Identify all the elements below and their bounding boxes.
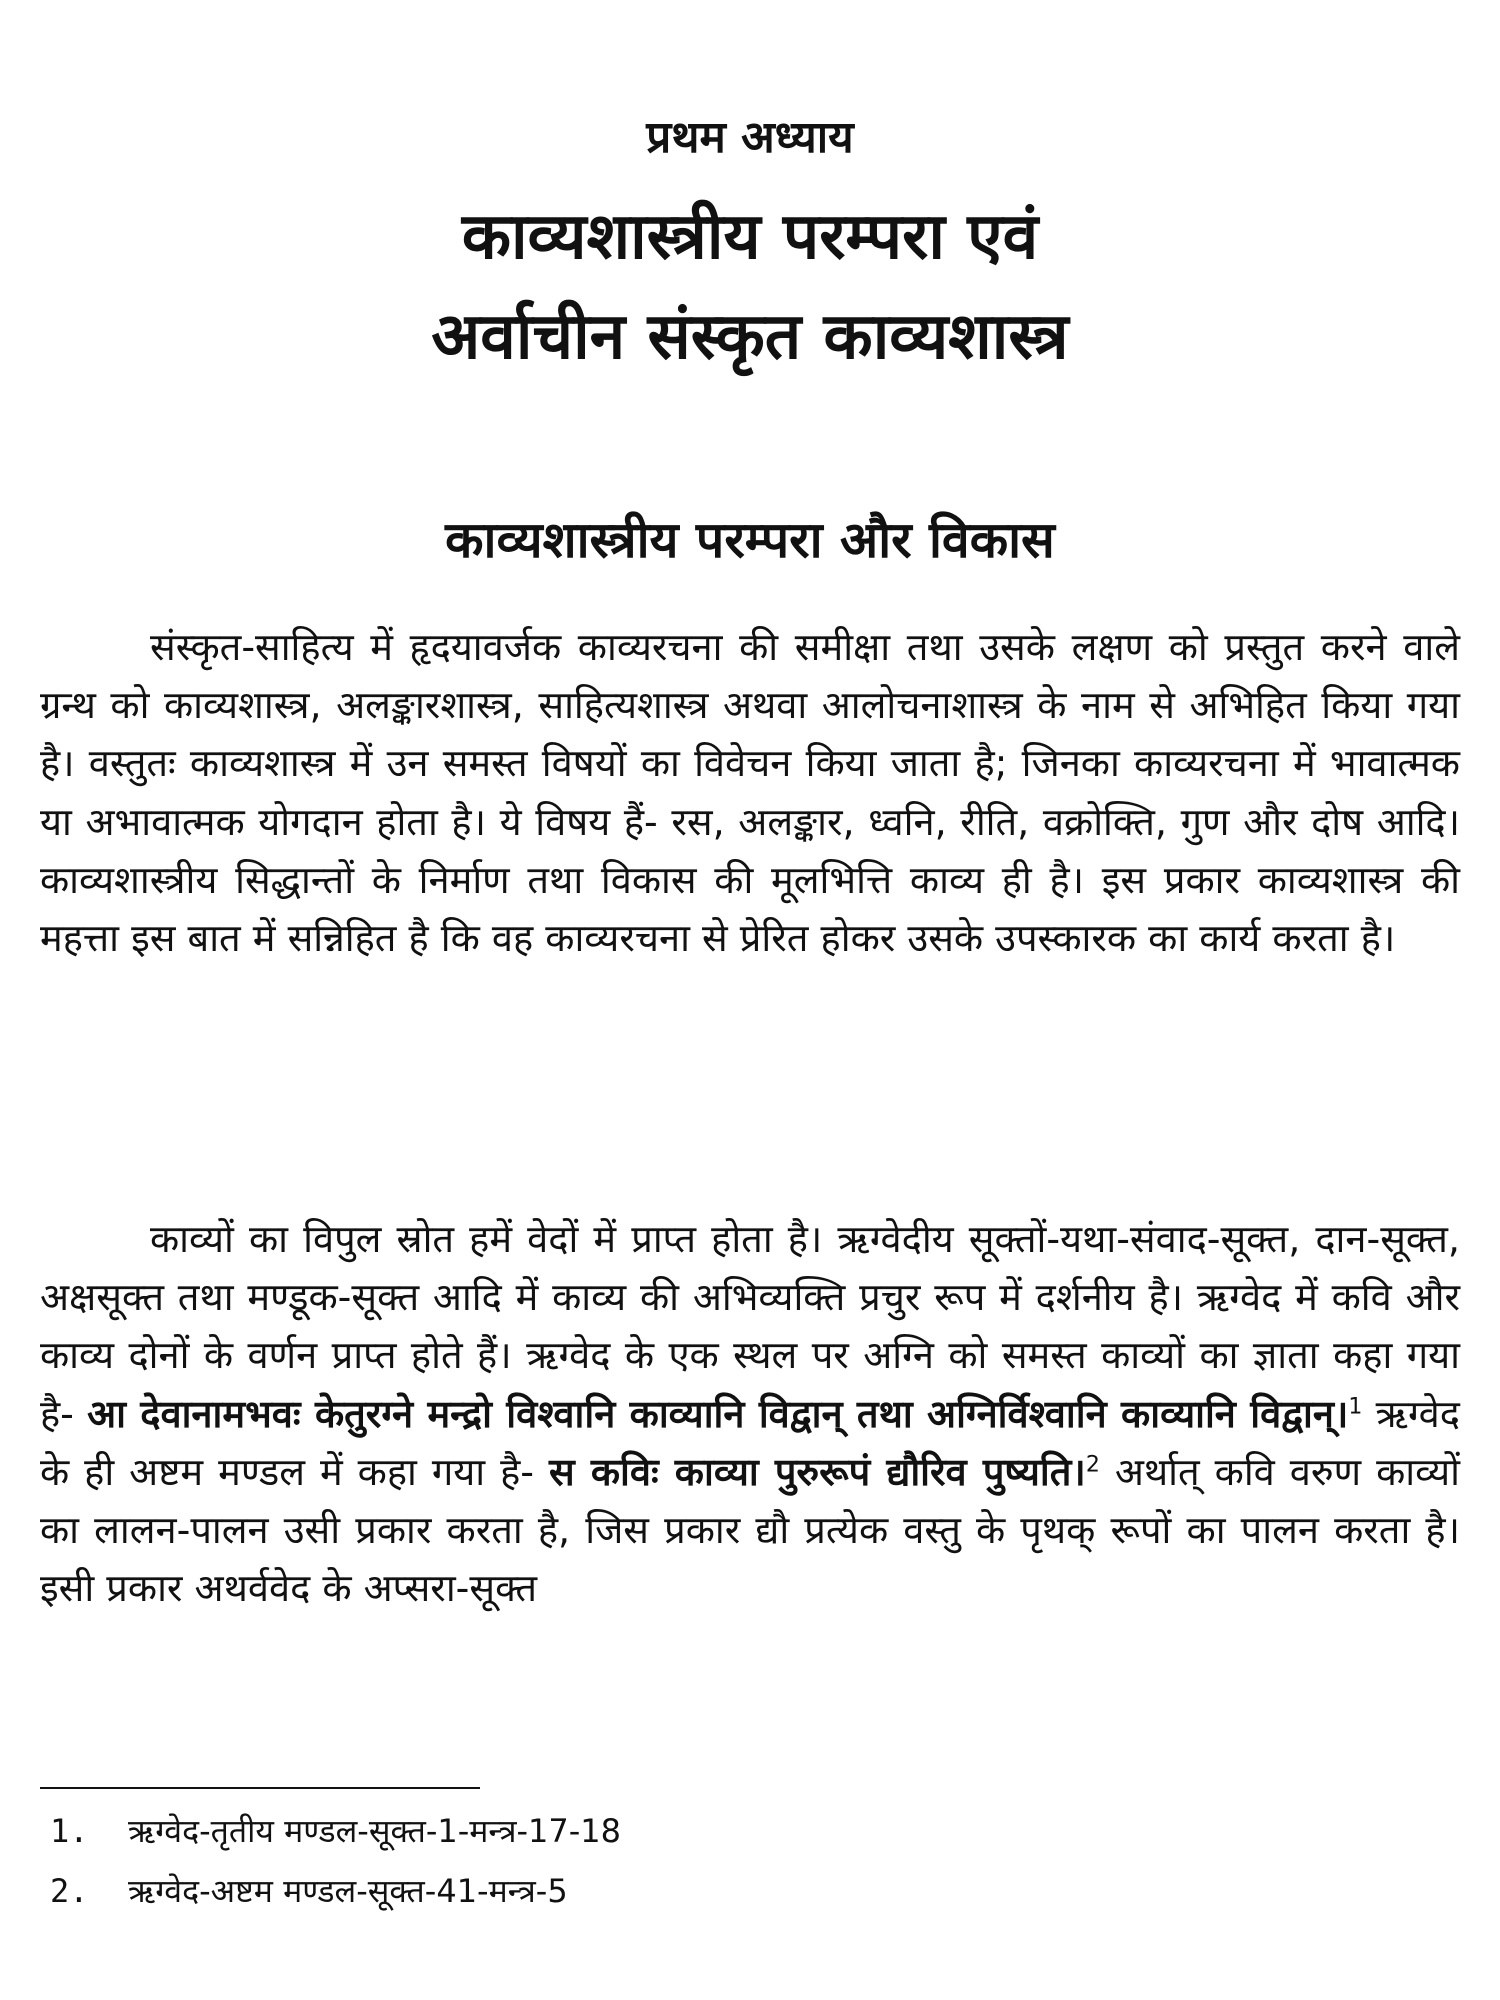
chapter-label: प्रथम अध्याय <box>646 112 854 163</box>
footnote-ref-1: 1 <box>1348 1393 1363 1419</box>
rigveda-quote-1: आ देवानामभवः केतुरग्ने मन्द्रो विश्वानि काव्यानि विद्वान् तथा अग्निर्विश्वानि काव्यानि विद्वान्। <box>87 1391 1349 1436</box>
paragraph-2 <box>40 1210 1460 1617</box>
chapter-title-line-1: काव्यशास्त्रीय परम्परा एवं <box>461 200 1039 274</box>
footnote-divider <box>40 1787 480 1789</box>
footnote-1 <box>50 1808 621 1854</box>
paragraph-2-text-1: काव्यों का विपुल स्रोत हमें वेदों में प्राप्त होता है। ऋग्वेदीय सूक्तों-यथा-संवाद-सूक्त, दान-सूक्त, अक्षसूक्त तथा मण्डूक-सूक्त आदि में काव्य की अभिव्यक्ति प्रचुर रूप में दर्शनीय है। ऋग्वेद में कवि और काव्य दोनों के वर्णन प्राप्त होते हैं। ऋग्वेद के एक स्थल पर अग्नि को समस्त काव्यों का ज्ञाता कहा गया है- <box>40 1217 1460 1436</box>
section-heading: काव्यशास्त्रीय परम्परा और विकास <box>445 511 1055 569</box>
paragraph-2-text-2: ऋग्वेद के ही अष्टम मण्डल में कहा गया है- <box>40 1391 1460 1494</box>
footnote-1-text: ऋग्वेद-तृतीय मण्डल-सूक्त-1-मन्त्र-17-18 <box>128 1812 622 1850</box>
footnote-ref-2: 2 <box>1085 1452 1100 1478</box>
chapter-title-line-2: अर्वाचीन संस्कृत काव्यशास्त्र <box>431 300 1069 374</box>
footnote-2-number: 2. <box>50 1872 89 1910</box>
paragraph-1: संस्कृत-साहित्य में हृदयावर्जक काव्यरचना की समीक्षा तथा उसके लक्षण को प्रस्तुत करने वाले ग्रन्थ को काव्यशास्त्र, अलङ्कारशास्त्र, साहित्यशास्त्र अथवा आलोचनाशास्त्र के नाम से अभिहित किया गया है। वस्तुतः काव्यशास्त्र में उन समस्त विषयों का विवेचन किया जाता है; जिनका काव्यरचना में भावात्मक या अभावात्मक योगदान होता है। ये विषय हैं- रस, अलङ्कार, ध्वनि, रीति, वक्रोक्ति, गुण और दोष आदि। काव्यशास्त्रीय सिद्धान्तों के निर्माण तथा विकास की मूलभित्ति काव्य ही है। इस प्रकार काव्यशास्त्र की महत्ता इस बात में सन्निहित है कि वह काव्यरचना से प्रेरित होकर उसके उपस्कारक का कार्य करता है। <box>40 625 1460 961</box>
footnote-1-number: 1. <box>50 1812 89 1850</box>
paragraph-2-text-3: अर्थात् कवि वरुण काव्यों का लालन-पालन उसी प्रकार करता है, जिस प्रकार द्यौ प्रत्येक वस्तु के पृथक् रूपों का पालन करता है। इसी प्रकार अथर्ववेद के अप्सरा-सूक्त <box>40 1449 1460 1611</box>
footnote-2 <box>50 1868 568 1914</box>
rigveda-quote-2: स कविः काव्या पुरुरूपं द्यौरिव पुष्यति। <box>549 1449 1086 1494</box>
footnote-2-text: ऋग्वेद-अष्टम मण्डल-सूक्त-41-मन्त्र-5 <box>128 1872 568 1910</box>
